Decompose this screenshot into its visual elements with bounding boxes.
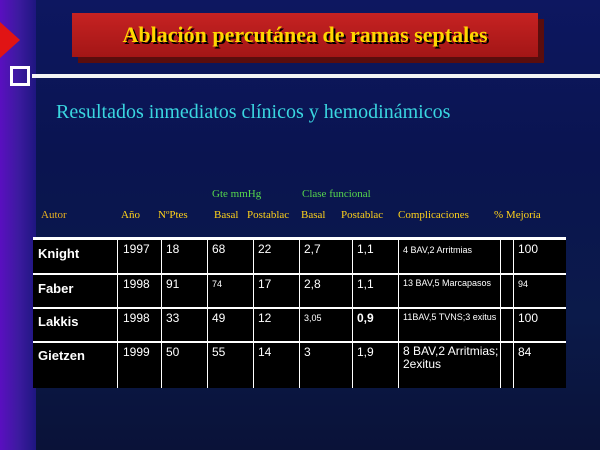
group-header-functional-class: Clase funcional xyxy=(302,188,371,200)
divider-line xyxy=(32,74,600,78)
cell-gte-basal: 55 xyxy=(212,345,226,359)
cell-mejoria: 84 xyxy=(518,345,532,359)
cell-mejoria: 100 xyxy=(518,242,539,256)
results-table xyxy=(33,237,566,388)
col-header-cf-basal: Basal xyxy=(301,209,326,221)
slide-title: Ablación percutánea de ramas septales xyxy=(122,22,488,47)
cell-gte-post: 12 xyxy=(258,311,272,325)
cell-gte-basal: 49 xyxy=(212,311,226,325)
cell-gte-post: 17 xyxy=(258,277,272,291)
col-header-gte-post: Postablac xyxy=(247,209,290,221)
col-header-gte-basal: Basal xyxy=(214,209,239,221)
cell-mejoria: 100 xyxy=(518,311,539,325)
column-divider xyxy=(207,239,208,388)
cell-autor: Knight xyxy=(38,246,80,261)
cell-anio: 1997 xyxy=(123,242,150,256)
column-divider xyxy=(513,239,514,388)
col-header-mejoria: % Mejoría xyxy=(494,209,541,221)
cell-cf-basal: 3,05 xyxy=(304,313,322,323)
cell-npts: 33 xyxy=(166,311,180,325)
column-divider xyxy=(500,239,501,388)
cell-complicaciones: 11BAV,5 TVNS;3 exitus xyxy=(403,312,497,322)
cell-npts: 18 xyxy=(166,242,180,256)
cell-cf-basal: 3 xyxy=(304,345,311,359)
cell-cf-post: 0,9 xyxy=(357,311,374,325)
slide-subtitle: Resultados inmediatos clínicos y hemodinámicos xyxy=(56,101,451,123)
cell-anio: 1998 xyxy=(123,277,150,291)
cell-gte-post: 14 xyxy=(258,345,272,359)
col-header-npts: NºPtes xyxy=(158,209,188,221)
cell-mejoria: 94 xyxy=(518,279,529,289)
cell-complicaciones: 8 BAV,2 Arritmias;2exitus xyxy=(403,344,499,371)
column-divider xyxy=(253,239,254,388)
cell-gte-post: 22 xyxy=(258,242,272,256)
square-bullet-icon xyxy=(10,66,30,86)
column-divider xyxy=(117,239,118,388)
column-divider xyxy=(161,239,162,388)
column-divider xyxy=(398,239,399,388)
cell-cf-post: 1,1 xyxy=(357,277,374,291)
cell-anio: 1999 xyxy=(123,345,150,359)
group-header-gradient: Gte mmHg xyxy=(212,188,262,200)
cell-cf-post: 1,9 xyxy=(357,345,374,359)
cell-npts: 91 xyxy=(166,277,180,291)
cell-autor: Gietzen xyxy=(38,348,85,363)
col-header-complicaciones: Complicaciones xyxy=(398,209,469,221)
red-arrow-icon xyxy=(0,22,20,58)
cell-npts: 50 xyxy=(166,345,180,359)
col-header-cf-post: Postablac xyxy=(341,209,384,221)
col-header-autor: Autor xyxy=(41,209,67,221)
cell-anio: 1998 xyxy=(123,311,150,325)
cell-gte-basal: 68 xyxy=(212,242,226,256)
cell-complicaciones: 13 BAV,5 Marcapasos xyxy=(403,278,492,288)
cell-gte-basal: 74 xyxy=(212,279,223,289)
column-divider xyxy=(299,239,300,388)
cell-autor: Lakkis xyxy=(38,314,79,329)
cell-cf-post: 1,1 xyxy=(357,242,374,256)
title-box xyxy=(72,13,538,57)
cell-complicaciones: 4 BAV,2 Arritmias xyxy=(403,245,473,255)
cell-cf-basal: 2,7 xyxy=(304,242,321,256)
column-divider xyxy=(352,239,353,388)
col-header-anio: Año xyxy=(121,209,140,221)
cell-cf-basal: 2,8 xyxy=(304,277,321,291)
cell-autor: Faber xyxy=(38,281,74,296)
